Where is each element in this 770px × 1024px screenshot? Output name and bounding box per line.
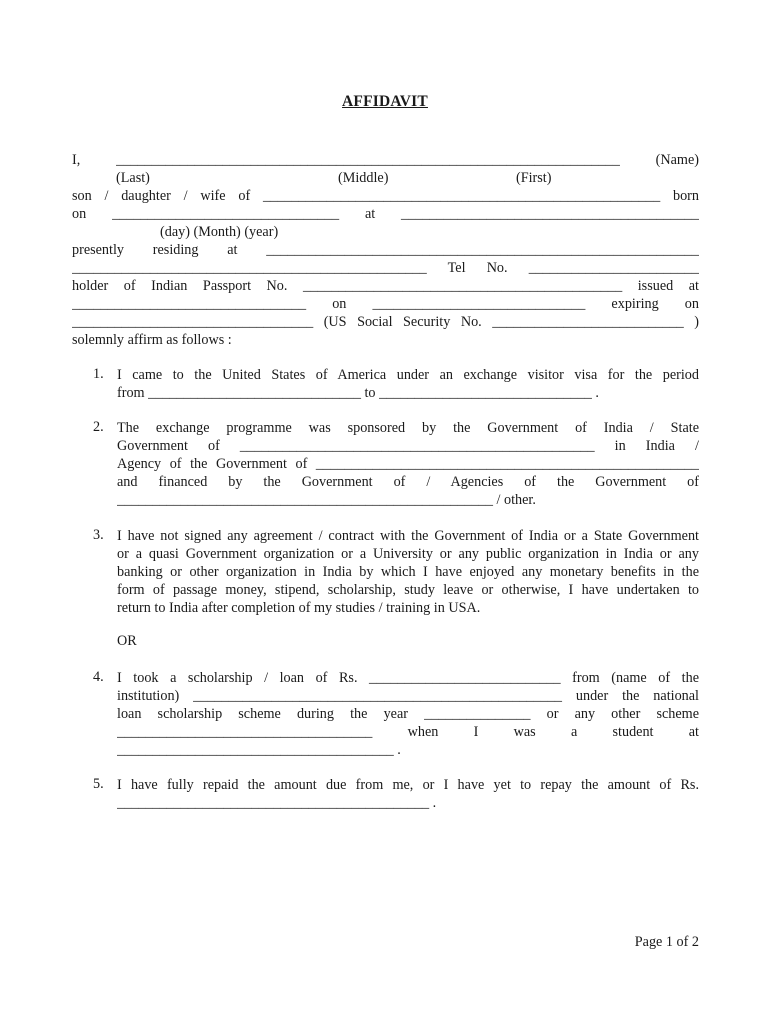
item-line: return to India after completion of my studies / training in USA. bbox=[117, 600, 481, 616]
item-line: The exchange programme was sponsored by the Government of India / State bbox=[117, 420, 699, 436]
relation-line: son / daughter / wife of ________________________________________________________ born bbox=[72, 188, 699, 204]
residence-line: presently residing at _____________________________________________________________ bbox=[72, 242, 699, 258]
item-line: loan scholarship scheme during the year _______________ or any other scheme bbox=[117, 706, 699, 722]
item-line: ____________________________________________ . bbox=[117, 795, 437, 811]
item-line: form of passage money, stipend, scholarship, study leave or otherwise, I have undertaken to bbox=[117, 582, 699, 598]
item-number: 3. bbox=[93, 527, 104, 543]
item-line: Government of __________________________________________________ in India / bbox=[117, 438, 699, 454]
item-body bbox=[117, 366, 699, 402]
sub-label-last: (Last) bbox=[116, 170, 150, 186]
item-line: I have fully repaid the amount due from me, or I have yet to repay the amount of Rs. bbox=[117, 777, 699, 793]
item-number: 1. bbox=[93, 366, 104, 382]
sub-label-date: (day) (Month) (year) bbox=[160, 224, 279, 240]
item-line: and financed by the Government of / Agencies of the Government of bbox=[117, 474, 699, 490]
item-line: or a quasi Government organization or a University or any public organization in India or any bbox=[117, 546, 699, 562]
item-line: I have not signed any agreement / contract with the Government of India or a State Government bbox=[117, 528, 699, 544]
name-sub-labels bbox=[72, 169, 699, 187]
item-line: _______________________________________ . bbox=[117, 742, 401, 758]
sub-label-middle: (Middle) bbox=[338, 170, 389, 186]
item-number: 4. bbox=[93, 669, 104, 685]
item-line: Agency of the Government of ______________________________________________________ bbox=[117, 456, 699, 472]
birth-line: on ________________________________ at __________________________________________ bbox=[72, 206, 699, 222]
affirm-line: solemnly affirm as follows : bbox=[72, 332, 232, 348]
item-body bbox=[117, 776, 699, 812]
document-title: AFFIDAVIT bbox=[342, 93, 428, 110]
item-number: 5. bbox=[93, 776, 104, 792]
intro-section bbox=[72, 151, 699, 349]
item-number: 2. bbox=[93, 419, 104, 435]
item-line: I came to the United States of America under an exchange visitor visa for the period bbox=[117, 367, 699, 383]
name-line: I, _______________________________________________________________________ (Name) bbox=[72, 152, 699, 168]
item-body bbox=[117, 419, 699, 509]
item-line: from ______________________________ to ______________________________ . bbox=[117, 385, 599, 401]
ssn-line: __________________________________ (US Social Security No. ___________________________ ) bbox=[72, 314, 699, 330]
item-line: _____________________________________________________ / other. bbox=[117, 492, 536, 508]
page-number: Page 1 of 2 bbox=[634, 934, 699, 950]
item-body bbox=[117, 527, 699, 617]
sub-label-first: (First) bbox=[516, 170, 552, 186]
telephone-line: __________________________________________________ Tel No. ________________________ bbox=[72, 260, 699, 276]
item-line: institution) ____________________________________________________ under the national bbox=[117, 688, 699, 704]
passport-line: holder of Indian Passport No. _____________________________________________ issued at bbox=[72, 278, 699, 294]
item-line: ____________________________________ when I was a student at bbox=[117, 724, 699, 740]
item-body bbox=[117, 669, 699, 759]
item-line: I took a scholarship / loan of Rs. ___________________________ from (name of the bbox=[117, 670, 699, 686]
item-line: banking or other organization in India by which I have enjoyed any monetary benefits in the bbox=[117, 564, 699, 580]
date-sub-labels bbox=[72, 223, 699, 241]
passport-dates-line: _________________________________ on ______________________________ expiring on bbox=[72, 296, 699, 312]
or-separator: OR bbox=[117, 633, 137, 649]
